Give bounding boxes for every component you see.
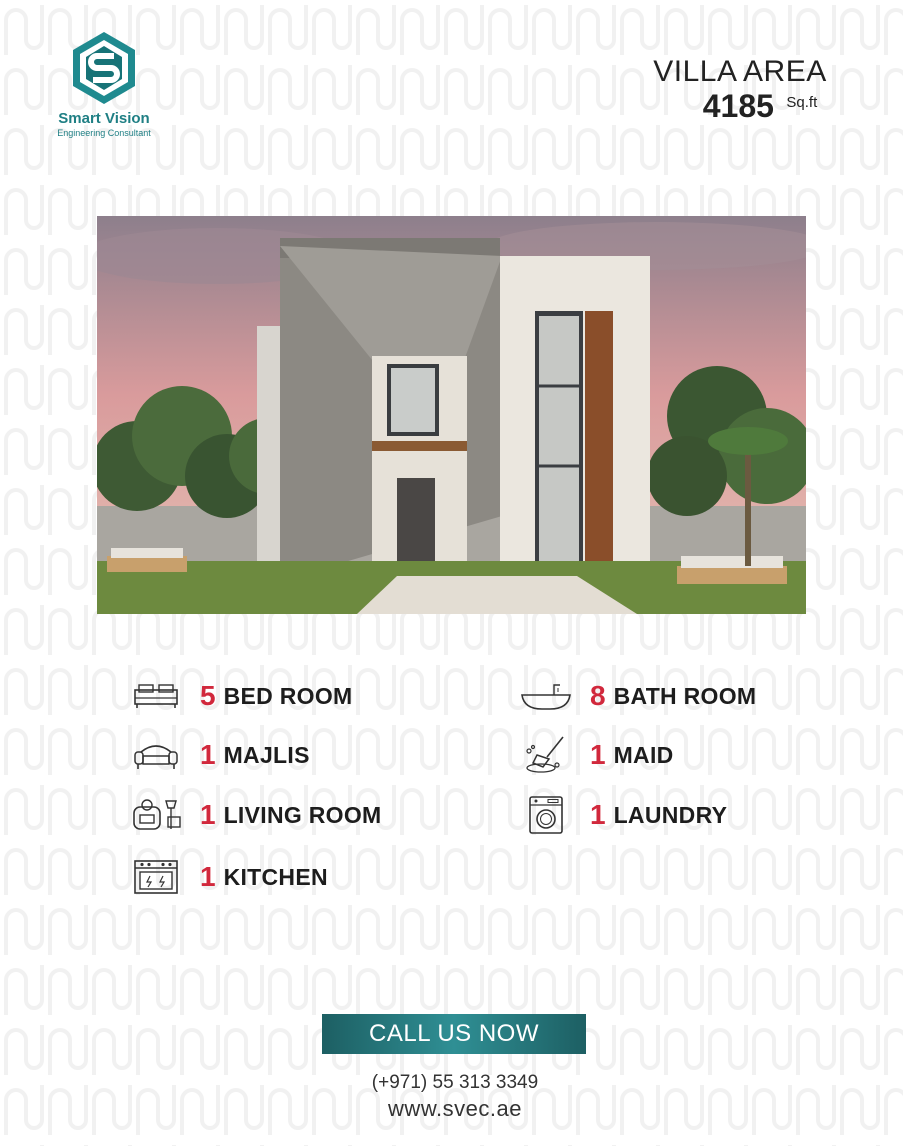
villa-photo [97, 216, 806, 614]
villa-render-image [97, 216, 806, 614]
bathroom-label: BATH ROOM [613, 682, 757, 709]
majlis-count: 1 [200, 739, 216, 770]
feature-kitchen [130, 857, 328, 897]
living-room-count: 1 [200, 799, 216, 830]
feature-maid [520, 735, 674, 775]
area-value-row [660, 88, 860, 125]
bathtub-icon [520, 676, 572, 716]
brand-name: Smart Vision [58, 110, 150, 127]
living-room-label: LIVING ROOM [223, 801, 382, 828]
area-unit: Sq.ft [786, 94, 818, 111]
bedroom-label: BED ROOM [223, 682, 353, 709]
laundry-count: 1 [590, 799, 606, 830]
feature-laundry [520, 795, 727, 835]
brand-logo [48, 30, 160, 140]
feature-bathroom [520, 676, 756, 716]
logo-hexagon-icon [69, 30, 139, 106]
bathroom-count: 8 [590, 680, 606, 711]
sofa-icon [130, 735, 182, 775]
maid-count: 1 [590, 739, 606, 770]
majlis-label: MAJLIS [223, 741, 310, 768]
washing-machine-icon [520, 795, 572, 835]
brand-tagline: Engineering Consultant [57, 128, 151, 138]
bed-icon [130, 676, 182, 716]
area-title: VILLA AREA [653, 55, 827, 88]
oven-icon [130, 857, 182, 897]
feature-majlis [130, 735, 310, 775]
armchair-lamp-icon [130, 795, 182, 835]
call-us-now-button[interactable]: CALL US NOW [322, 1014, 586, 1054]
area-number: 4185 [702, 88, 774, 124]
feature-bedroom [130, 676, 352, 716]
bedroom-count: 5 [200, 680, 216, 711]
laundry-label: LAUNDRY [613, 801, 728, 828]
kitchen-label: KITCHEN [223, 863, 328, 890]
feature-living-room [130, 795, 382, 835]
website-link[interactable]: www.svec.ae [388, 1096, 522, 1121]
cleaning-icon [520, 735, 572, 775]
phone-number[interactable]: (+971) 55 313 3349 [371, 1072, 539, 1093]
maid-label: MAID [613, 741, 674, 768]
kitchen-count: 1 [200, 861, 216, 892]
